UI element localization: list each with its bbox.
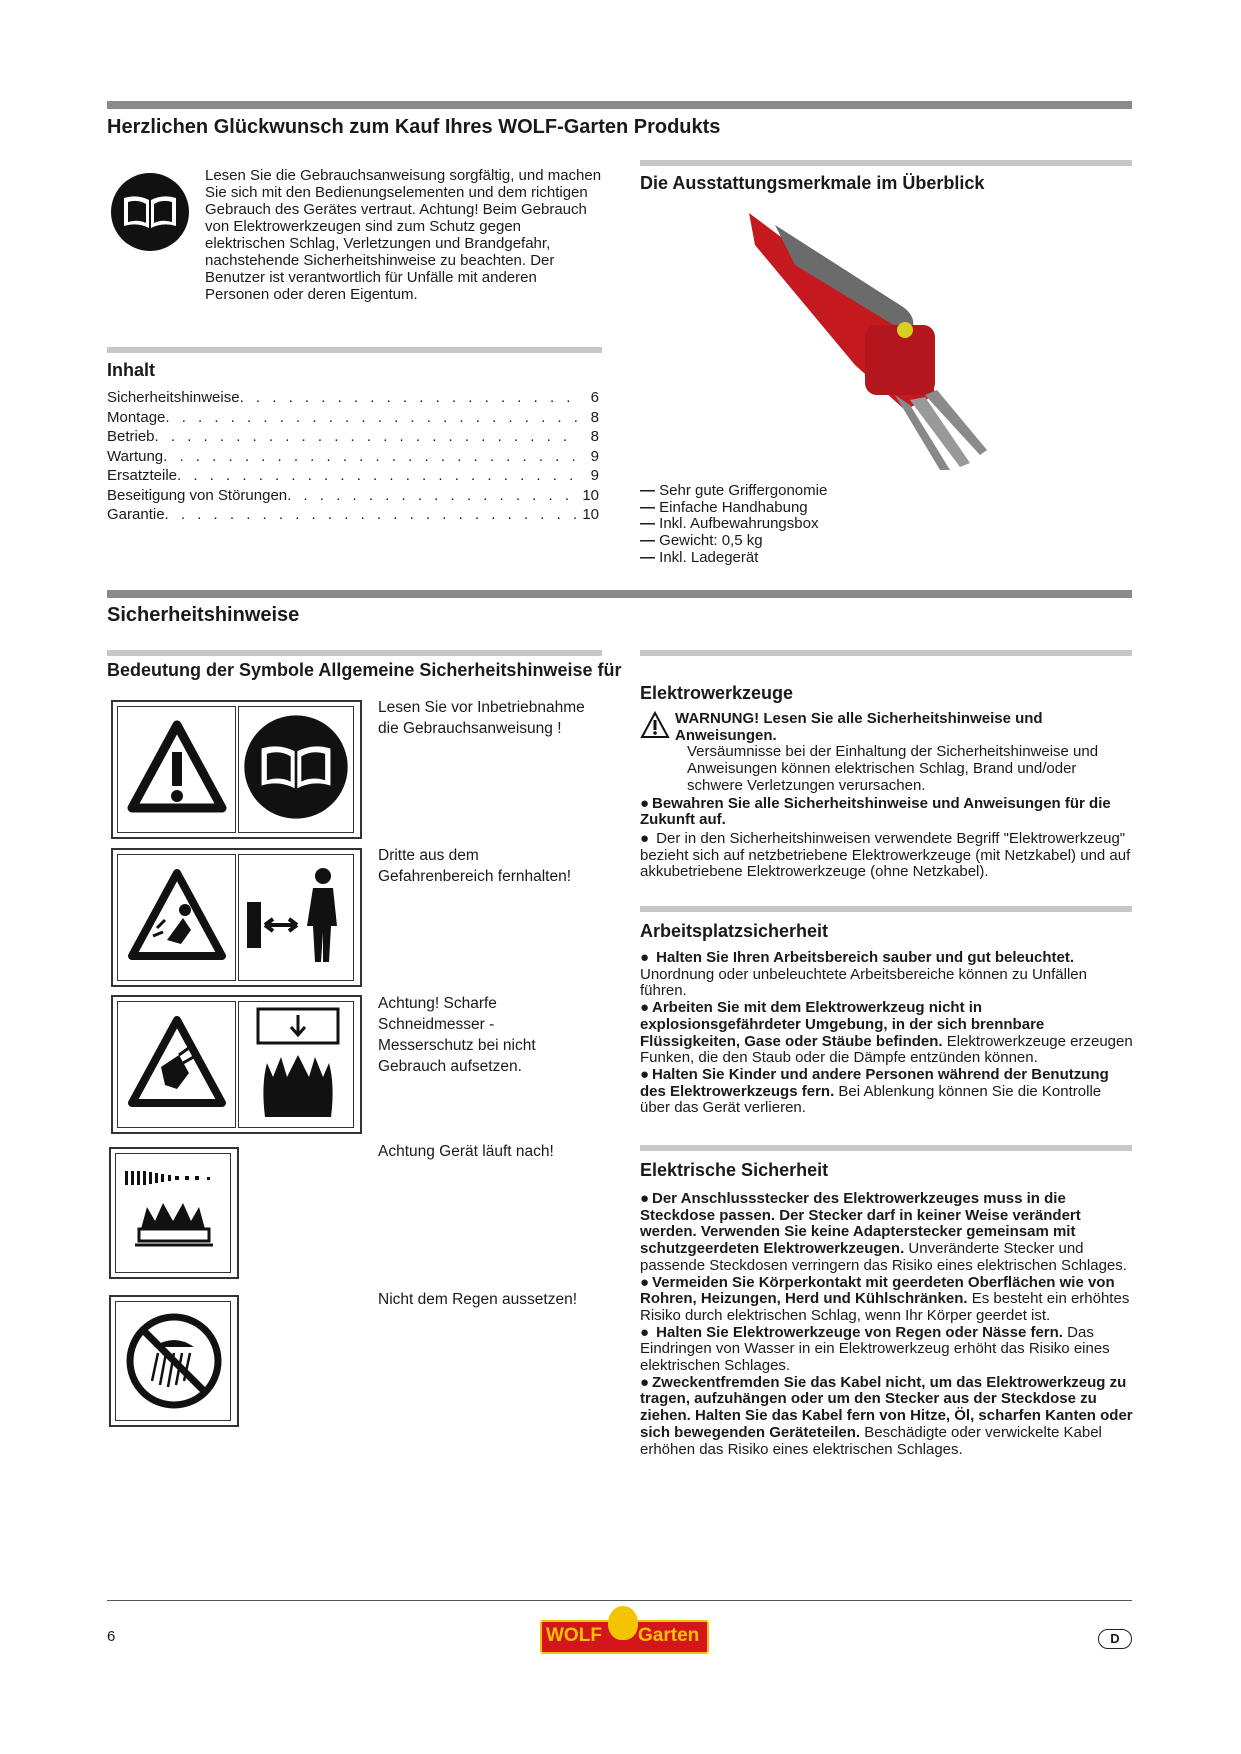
read-manual-icon bbox=[110, 172, 190, 252]
page-title: Herzlichen Glückwunsch zum Kauf Ihres WOLF-Garten Produkts bbox=[107, 116, 721, 138]
warning-icon bbox=[127, 720, 227, 815]
workplace-item: ● Arbeiten Sie mit dem Elektrowerkzeug nicht in explosionsgefährdeter Umgebung, in der sich brennbare Flüssigkeiten, Gase oder Stäube befinden. Elektrowerkzeuge erzeugen Funken, die den Staub oder die Dämpfe entzünden können. bbox=[640, 999, 1133, 1067]
header-rule bbox=[107, 101, 1132, 109]
electric-item: ● Vermeiden Sie Körperkontakt mit geerdeten Oberflächen wie von Rohren, Heizungen, Herd und Kühlschränken. Es besteht ein erhöhtes Risiko durch elektrischen Schlag, wenn Ihr Körper geerdet ist. bbox=[640, 1273, 1130, 1324]
workplace-item: ● Halten Sie Kinder und andere Personen während der Benutzung des Elektrowerkzeugs fern. Bei Ablenkung können Sie die Kontrolle über das Gerät verlieren. bbox=[640, 1065, 1109, 1117]
workplace-list bbox=[640, 950, 1135, 1117]
symbol-label: Nicht dem Regen aussetzen! bbox=[378, 1291, 578, 1308]
toc-item[interactable]: Beseitigung von Störungen . . . 10 bbox=[107, 486, 599, 506]
electric-list bbox=[640, 1191, 1135, 1458]
toc-item[interactable]: Ersatzteile . . . 9 bbox=[107, 466, 599, 486]
feature-item: — Einfache Handhabung bbox=[640, 500, 827, 517]
general-item: ● Bewahren Sie alle Sicherheitshinweise und Anweisungen für die Zukunft auf. bbox=[640, 794, 1111, 829]
toc-item[interactable]: Montage . . . 8 bbox=[107, 408, 599, 428]
symbol-label: Achtung! Scharfe Schneidmesser - Messerschutz bei nicht Gebrauch aufsetzen. bbox=[378, 995, 536, 1075]
feature-item: — Inkl. Aufbewahrungsbox bbox=[640, 516, 827, 533]
page-number: 6 bbox=[107, 1628, 116, 1645]
electric-rule bbox=[640, 1145, 1132, 1151]
feature-list bbox=[640, 483, 827, 567]
workplace-rule bbox=[640, 906, 1132, 912]
toc-item[interactable]: Betrieb . . . 8 bbox=[107, 427, 599, 447]
footer-rule bbox=[107, 1600, 1132, 1601]
table-of-contents bbox=[107, 388, 599, 525]
book-icon bbox=[243, 714, 349, 820]
hand-cut-warning-icon bbox=[127, 1015, 227, 1110]
symbol-read-manual bbox=[111, 700, 362, 839]
feature-item: — Sehr gute Griffergonomie bbox=[640, 483, 827, 500]
symbols-title: Bedeutung der Symbole Allgemeine Sicherheitshinweise für bbox=[107, 660, 622, 680]
symbol-label: Achtung Gerät läuft nach! bbox=[378, 1143, 554, 1160]
wolf-garten-logo bbox=[540, 1606, 705, 1658]
electric-title: Elektrische Sicherheit bbox=[640, 1160, 829, 1180]
symbol-no-rain bbox=[109, 1295, 239, 1427]
general-safety-title: Elektrowerkzeuge bbox=[640, 683, 794, 703]
feature-item: — Inkl. Ladegerät bbox=[640, 550, 827, 567]
workplace-title: Arbeitsplatzsicherheit bbox=[640, 921, 829, 941]
blade-cover-icon bbox=[253, 1005, 343, 1120]
logo-text-right: Garten bbox=[638, 1625, 700, 1646]
debris-warning-icon bbox=[127, 868, 227, 963]
toc-title: Inhalt bbox=[107, 360, 155, 380]
feature-item: — Gewicht: 0,5 kg bbox=[640, 533, 827, 550]
general-rule bbox=[640, 650, 1132, 656]
symbol-runs-on bbox=[109, 1147, 239, 1279]
warning-triangle-icon bbox=[640, 711, 670, 739]
intro-text: Lesen Sie die Gebrauchsanweisung sorgfältig, und machen Sie sich mit den Bedienungselementen und dem richtigen Gebrauch des Gerätes vertraut. Achtung! Beim Gebrauch von Elektrowerkzeugen sind zum Schutz gegen elektrischen Schlag, Verletzungen und Brandgefahr, nachstehende Sicherheitshinweise zu beachten. Der Benutzer ist verantwortlich für Unfälle mit anderen Personen oder deren Eigentum. bbox=[205, 167, 602, 303]
features-title: Die Ausstattungsmerkmale im Überblick bbox=[640, 173, 985, 193]
symbol-sharp-blades bbox=[111, 995, 362, 1134]
electric-item: ● Der Anschlussstecker des Elektrowerkzeuges muss in die Steckdose passen. Der Stecker darf in keiner Weise verändert werden. Verwenden Sie keine Adapterstecker gemeinsam mit schutzgeerdeten Elektrowerkzeugen. Unveränderte Stecker und passende Steckdosen verringern das Risiko eines elektrischen Schlages. bbox=[640, 1190, 1127, 1274]
workplace-item: ● Halten Sie Ihren Arbeitsbereich sauber und gut beleuchtet. Unordnung oder unbeleuchtete Arbeitsbereiche können zu Unfällen führen. bbox=[640, 949, 1087, 1000]
symbol-label: Lesen Sie vor Inbetriebnahme die Gebrauchsanweisung ! bbox=[378, 699, 585, 737]
electric-item: ● Halten Sie Elektrowerkzeuge von Regen oder Nässe fern. Das Eindringen von Wasser in ein Elektrowerkzeug erhöht das Risiko eines elektrischen Schlages. bbox=[640, 1323, 1110, 1375]
safety-rule bbox=[107, 590, 1132, 598]
symbol-keep-away bbox=[111, 848, 362, 987]
logo-text-left: WOLF bbox=[546, 1625, 602, 1646]
language-badge: D bbox=[1098, 1629, 1132, 1649]
toc-item[interactable]: Garantie . . . 10 bbox=[107, 505, 599, 525]
electric-item: ● Zweckentfremden Sie das Kabel nicht, um das Elektrowerkzeug zu tragen, aufzuhängen oder um den Stecker aus der Steckdose zu ziehen. Halten Sie das Kabel fern von Hitze, Öl, scharfen Kanten oder sich bewegenden Geräteteilen. Beschädigte oder verwickelte Kabel erhöhen das Risiko eines elektrischen Schlages. bbox=[640, 1373, 1133, 1458]
coasting-blade-icon bbox=[121, 1163, 227, 1263]
safety-title: Sicherheitshinweise bbox=[107, 604, 300, 626]
no-rain-icon bbox=[124, 1311, 224, 1411]
features-rule bbox=[640, 160, 1132, 166]
general-item: ● Der in den Sicherheitshinweisen verwendete Begriff "Elektrowerkzeug" bezieht sich auf netzbetriebene Elektrowerkzeuge (mit Netzkabel) und auf akkubetriebene Elektrowerkzeuge (ohne Netzkabel). bbox=[640, 829, 1131, 881]
product-image bbox=[735, 205, 1015, 475]
toc-rule bbox=[107, 347, 602, 353]
symbols-rule bbox=[107, 650, 602, 656]
toc-item[interactable]: Sicherheitshinweise . . . 6 bbox=[107, 388, 599, 408]
warning-block bbox=[640, 711, 1135, 881]
distance-person-icon bbox=[243, 862, 349, 972]
symbol-label: Dritte aus dem Gefahrenbereich fernhalten! bbox=[378, 847, 572, 885]
warning-heading: WARNUNG! Lesen Sie alle Sicherheitshinweise und Anweisungen. bbox=[675, 710, 1043, 744]
toc-item[interactable]: Wartung . . . 9 bbox=[107, 447, 599, 467]
warning-text: Versäumnisse bei der Einhaltung der Sicherheitshinweise und Anweisungen können elektrischen Schlag, Brand und/oder schwere Verletzungen verursachen. bbox=[687, 743, 1099, 794]
